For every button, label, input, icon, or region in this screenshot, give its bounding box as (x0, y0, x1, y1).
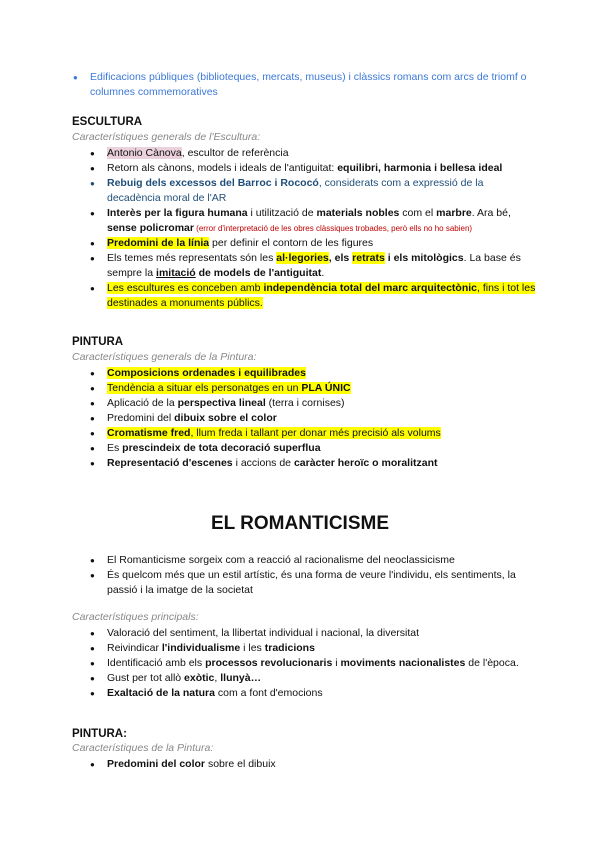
list-item: ● Interès per la figura humana i utilització de materials nobles com el marbre. Ara bé, sense policromar (error d'interpretació de les obres clàssiques trobades, però ells no ho sabien) (90, 207, 511, 234)
bullet-icon: ● (90, 556, 95, 565)
bullet-icon: ● (73, 73, 78, 82)
top-list (55, 70, 600, 100)
bullet-icon: ● (90, 444, 95, 453)
list-item: ● És quelcom més que un estil artístic, és una forma de veure l'individu, els sentiments, la passió i la imatge de la societat (90, 569, 516, 596)
list-item: ● Les escultures es conceben amb independència total del marc arquitectònic, fins i tot les destinades a monuments públics. (90, 282, 536, 309)
subheading-romanticisme: Característiques principals: (72, 611, 199, 623)
escultura-list (72, 146, 600, 311)
list-item: ● Rebuig dels excessos del Barroc i Rococó, considerats com a expressió de la decadència moral de l'AR (90, 177, 484, 204)
bullet-icon: ● (90, 571, 95, 580)
list-item: ● Tendència a situar els personatges en un PLA ÚNIC (90, 382, 351, 394)
list-item: ● Es prescindeix de tota decoració superflua (90, 442, 321, 454)
bullet-icon: ● (90, 459, 95, 468)
section-heading-escultura: ESCULTURA (72, 116, 143, 128)
subheading-escultura: Característiques generals de l'Escultura: (72, 131, 261, 143)
subheading-pintura-romanticisme: Característiques de la Pintura: (72, 742, 214, 754)
list-item: ● Predomini de la línia per definir el contorn de les figures (90, 237, 374, 249)
list-item: ● Edificacions públiques (biblioteques, mercats, museus) i clàssics romans com arcs de triomf o columnes commemoratives (73, 71, 527, 98)
bullet-icon: ● (90, 429, 95, 438)
list-item: ● Exaltació de la natura com a font d'emocions (90, 687, 323, 699)
list-item: ● Cromatisme fred, llum freda i tallant per donar més precisió als volums (90, 427, 441, 439)
pintura-romanticisme-list (72, 757, 600, 772)
list-item: ● Identificació amb els processos revolucionaris i moviments nacionalistes de l'època. (90, 657, 519, 669)
bullet-icon: ● (90, 239, 95, 248)
bullet-icon: ● (90, 179, 95, 188)
bullet-icon: ● (90, 209, 95, 218)
list-item: ● Predomini del color sobre el dibuix (90, 758, 276, 770)
list-item: ● Retorn als cànons, models i ideals de l'antiguitat: equilibri, harmonia i bellesa ideal (90, 162, 503, 174)
bullet-icon: ● (90, 254, 95, 263)
bullet-icon: ● (90, 414, 95, 423)
page-title: EL ROMANTICISME (210, 513, 390, 534)
bullet-icon: ● (90, 284, 95, 293)
bullet-icon: ● (90, 149, 95, 158)
list-item: ● Els temes més representats són les al·legories, els retrats i els mitològics. La base és sempre la imitació de models de l'antiguitat. (90, 252, 521, 279)
section-heading-pintura-romanticisme: PINTURA: (72, 728, 127, 740)
list-item: ● Predomini del dibuix sobre el color (90, 412, 277, 424)
romanticisme-list (72, 626, 600, 701)
bullet-icon: ● (90, 674, 95, 683)
list-item: ● El Romanticisme sorgeix com a reacció al racionalisme del neoclassicisme (90, 554, 455, 566)
bullet-icon: ● (90, 644, 95, 653)
pintura-list (72, 366, 600, 471)
list-item: ● Representació d'escenes i accions de caràcter heroïc o moralitzant (90, 457, 438, 469)
bullet-icon: ● (90, 689, 95, 698)
bullet-icon: ● (90, 629, 95, 638)
bullet-icon: ● (90, 659, 95, 668)
list-item: ● Gust per tot allò exòtic, llunyà… (90, 672, 262, 684)
list-item: ● Antonio Cànova, escultor de referència (90, 147, 289, 159)
bullet-icon: ● (90, 399, 95, 408)
bullet-icon: ● (90, 369, 95, 378)
bullet-icon: ● (90, 384, 95, 393)
bullet-icon: ● (90, 760, 95, 769)
section-heading-pintura: PINTURA (72, 336, 124, 348)
bullet-icon: ● (90, 164, 95, 173)
subheading-pintura: Característiques generals de la Pintura: (72, 351, 257, 363)
list-item: ● Aplicació de la perspectiva lineal (terra i cornises) (90, 397, 345, 409)
romanticisme-intro-list (72, 553, 600, 598)
list-item: ● Valoració del sentiment, la llibertat individual i nacional, la diversitat (90, 627, 420, 639)
list-item: ● Composicions ordenades i equilibrades (90, 367, 306, 379)
list-item: ● Reivindicar l'individualisme i les tradicions (90, 642, 315, 654)
